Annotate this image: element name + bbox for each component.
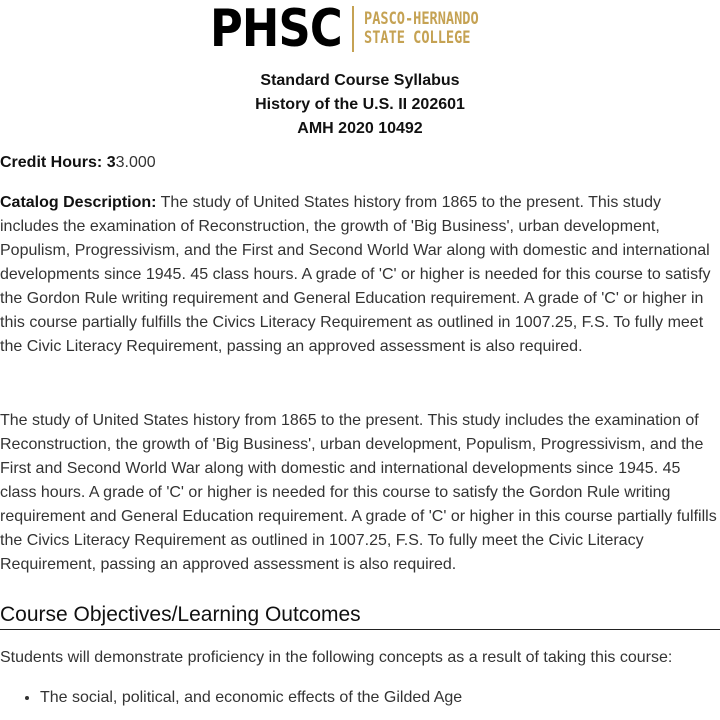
objective-item: • The social, political, and economic effects of the Gilded Age [40,686,462,710]
credit-hours-value-bold: 3 [106,154,116,171]
syllabus-title: Standard Course Syllabus [260,72,460,89]
logo-mark: PHSC [210,0,342,59]
course-description: The study of United States history from 1865 to the present. This study includes the examination of Reconstruction, the growth of 'Big Business', urban development, Populism, Progressivism, and the First and Second World War along with domestic and international developments since 1945. 45 class hours. A grade of 'C' or higher is needed for this course to satisfy the Gordon Rule writing requirement and General Education requirement. A grade of 'C' or higher in this course partially fulfills the Civics Literacy Requirement as outlined in 1007.25, F.S. To fully meet the Civic Literacy Requirement, passing an approved assessment is also required. [0,412,717,573]
syllabus-header [0,69,720,141]
logo-college-name [364,10,479,48]
objectives-list [0,686,462,710]
credit-hours-label: Credit Hours: [0,154,103,171]
logo-divider [352,6,354,52]
catalog-description [0,191,720,359]
logo-line-2: STATE COLLEGE [364,28,471,48]
credit-hours-value: 3.000 [115,154,156,171]
credit-hours [0,151,156,175]
catalog-description-text: The study of United States history from 1865 to the present. This study includes the examination of Reconstruction, the growth of 'Big Business', urban development, Populism, Progressivism, and the First and Second World War along with domestic and international developments since 1945. 45 class hours. A grade of 'C' or higher is needed for this course to satisfy the Gordon Rule writing requirement and General Education requirement. A grade of 'C' or higher in this course partially fulfills the Civics Literacy Requirement as outlined in 1007.25, F.S. To fully meet the Civic Literacy Requirement, passing an approved assessment is also required. [0,194,711,355]
phsc-logo [210,0,507,59]
course-title: History of the U.S. II 202601 [255,96,465,113]
catalog-description-label: Catalog Description: [0,194,157,211]
objectives-heading: Course Objectives/Learning Outcomes [0,601,720,630]
course-code: AMH 2020 10492 [297,120,423,137]
objectives-intro: Students will demonstrate proficiency in the following concepts as a result of taking this course: [0,649,673,666]
logo-line-1: PASCO-HERNANDO [364,9,479,29]
